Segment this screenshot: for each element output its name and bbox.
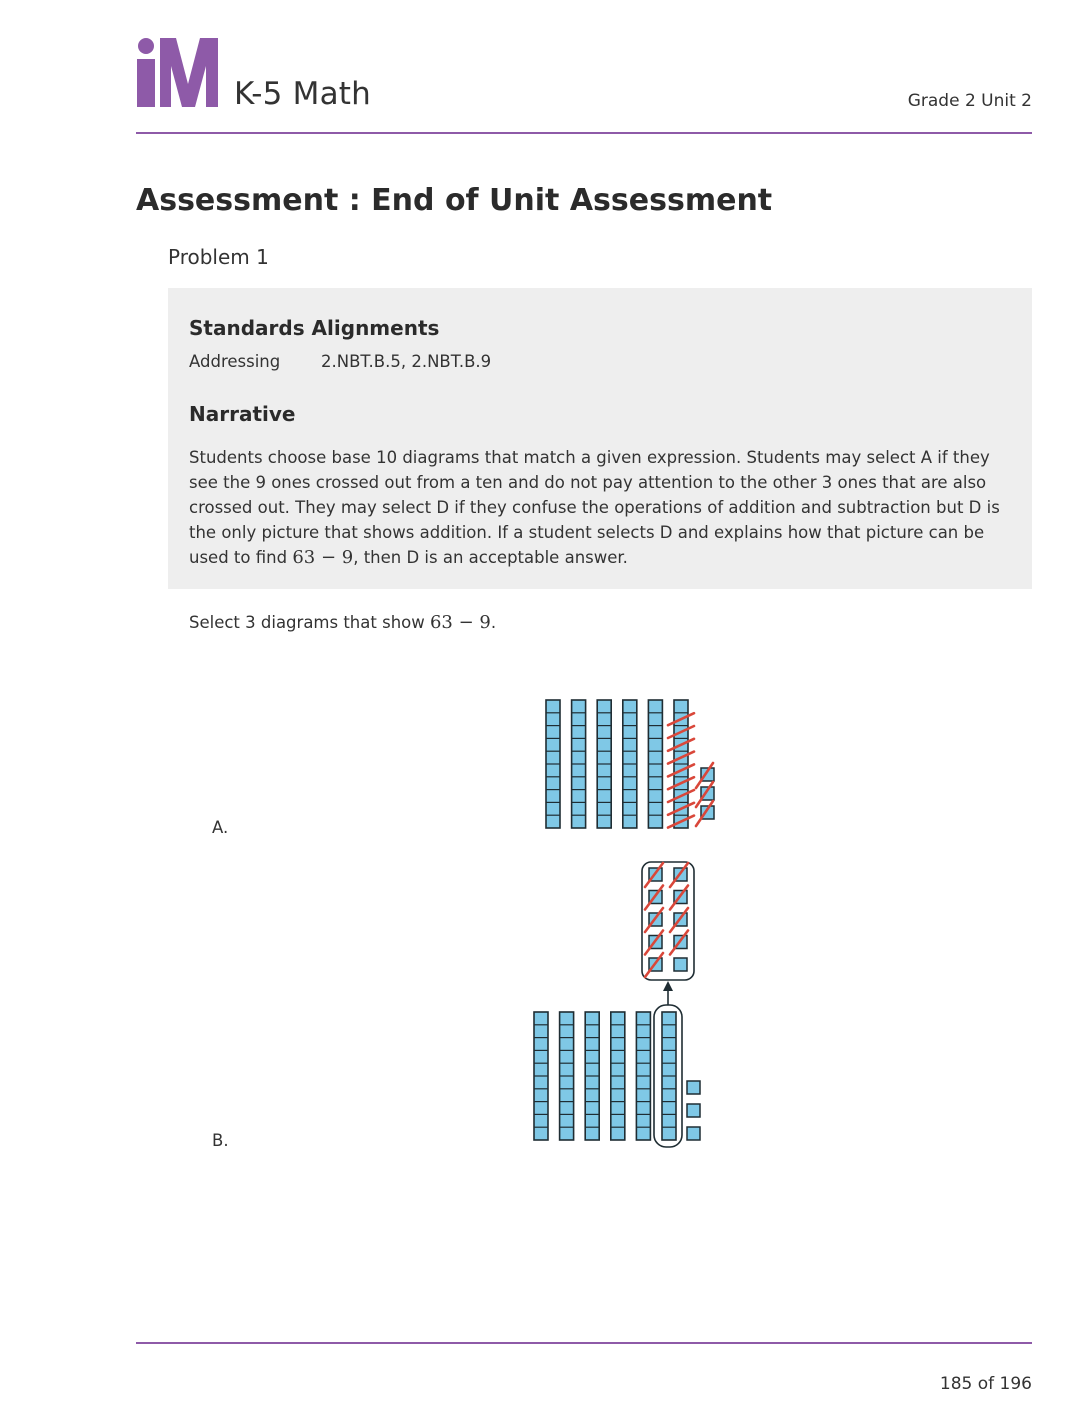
prompt-text-post: . — [490, 613, 497, 632]
one-unit — [687, 1081, 700, 1094]
ten-rod — [572, 700, 586, 828]
page-title: Assessment : End of Unit Assessment — [136, 183, 773, 218]
logo-text: K-5 Math — [234, 76, 371, 112]
ten-rod — [546, 700, 560, 828]
problem-label: Problem 1 — [168, 245, 269, 269]
narrative-expression: 63 − 9 — [292, 547, 354, 568]
footer-divider — [136, 1342, 1032, 1344]
ten-rod — [560, 1012, 574, 1140]
diagram-b — [520, 855, 720, 1155]
option-b-label: B. — [212, 1131, 229, 1150]
one-unit — [687, 1127, 700, 1140]
ten-rod — [597, 700, 611, 828]
page-number: 185 of 196 — [939, 1374, 1032, 1394]
narrative-heading: Narrative — [189, 402, 296, 426]
addressing-label: Addressing — [189, 352, 281, 371]
arrow-head — [663, 981, 673, 991]
one-unit — [687, 1104, 700, 1117]
ten-rod — [636, 1012, 650, 1140]
prompt-text-pre: Select 3 diagrams that show — [189, 613, 430, 632]
standards-heading: Standards Alignments — [189, 316, 440, 340]
ten-rod — [662, 1012, 676, 1140]
logo-m — [160, 38, 218, 107]
header-divider — [136, 132, 1032, 134]
im-logo — [136, 38, 220, 108]
ten-rod — [611, 1012, 625, 1140]
grade-unit-label: Grade 2 Unit 2 — [907, 91, 1032, 111]
narrative-text-pre: Students choose base 10 diagrams that match a given expression. Students may select A if they see the 9 ones crossed out from a ten and do not pay attention to the other 3 ones that are also crossed out. They may select D if they confuse the operations of addition and subtraction but D is the only picture that shows addition. If a student selects D and explains how that picture can be used to find — [189, 448, 1000, 567]
ten-rod — [534, 1012, 548, 1140]
addressing-value: 2.NBT.B.5, 2.NBT.B.9 — [321, 352, 492, 371]
narrative-text-post: , then D is an acceptable answer. — [353, 548, 628, 567]
ten-rod — [585, 1012, 599, 1140]
logo-i-stem — [137, 59, 155, 107]
logo-dot — [138, 38, 154, 54]
one-unit — [674, 958, 687, 971]
ten-rod — [623, 700, 637, 828]
diagram-a — [530, 690, 730, 840]
prompt-expression: 63 − 9 — [429, 612, 491, 633]
question-prompt — [189, 612, 496, 633]
narrative-text — [189, 445, 1015, 570]
ten-rod — [648, 700, 662, 828]
option-a-label: A. — [212, 818, 229, 837]
